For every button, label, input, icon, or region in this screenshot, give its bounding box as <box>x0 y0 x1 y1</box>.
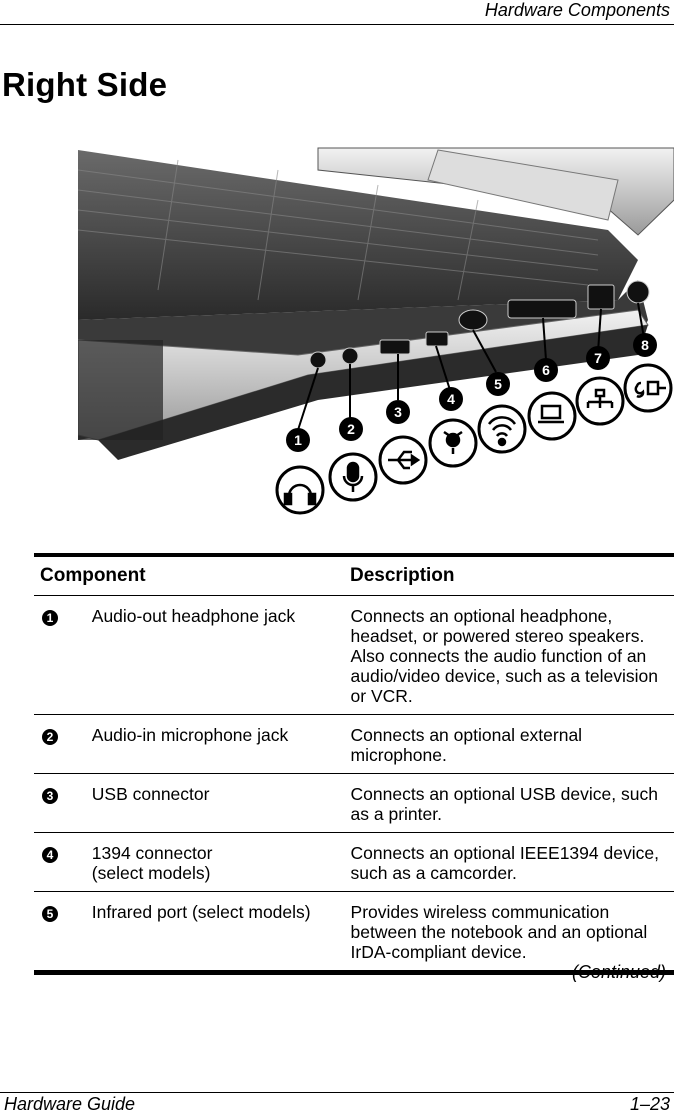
row-number: 5 <box>34 892 92 970</box>
footer-rule <box>0 1092 674 1093</box>
table-row <box>34 715 674 774</box>
table-header-row <box>34 557 674 596</box>
footer-title: Hardware Guide <box>4 1094 136 1114</box>
row-description: Connects an optional external microphone. <box>350 725 583 765</box>
table-row <box>34 774 674 833</box>
row-component: 1394 connector (select models) <box>91 843 213 883</box>
callout-3-label: 3 <box>394 404 402 420</box>
table-row <box>34 596 674 715</box>
row-number: 4 <box>34 833 92 891</box>
callout-4-label: 4 <box>447 391 455 407</box>
callout-1-label: 1 <box>294 432 302 448</box>
callout-5-label: 5 <box>494 376 502 392</box>
row-description: Connects an optional headphone, headset, or powered stereo speakers. Also connects the audio function of an audio/video device, such as a television or VCR. <box>350 606 658 706</box>
row-number: 2 <box>34 715 92 773</box>
callout-7-label: 7 <box>594 350 602 366</box>
column-header-component: Component <box>40 565 146 586</box>
row-component: USB connector <box>91 784 210 804</box>
table-row <box>34 892 674 971</box>
pc-card-icon <box>529 393 575 439</box>
row-component: Infrared port (select models) <box>91 902 311 922</box>
headphone-icon <box>277 467 323 513</box>
row-description: Connects an optional IEEE1394 device, such as a camcorder. <box>350 843 659 883</box>
callout-6-label: 6 <box>542 362 550 378</box>
section-title: Right Side <box>2 66 168 103</box>
header-rule <box>0 24 674 25</box>
notebook-right-side-figure <box>78 140 674 520</box>
row-component: Audio-in microphone jack <box>91 725 289 745</box>
running-header: Hardware Components <box>484 0 670 20</box>
row-number: 1 <box>34 596 92 714</box>
column-header-description: Description <box>350 565 455 586</box>
row-description: Connects an optional USB device, such as a printer. <box>350 784 658 824</box>
callout-2-label: 2 <box>347 421 355 437</box>
continued-note: (Continued) <box>571 962 666 982</box>
row-number: 3 <box>34 774 92 832</box>
component-table <box>34 553 674 975</box>
row-component: Audio-out headphone jack <box>91 606 296 626</box>
table-row <box>34 833 674 892</box>
page-number: 1–23 <box>629 1094 670 1114</box>
callout-8-label: 8 <box>641 337 649 353</box>
row-description: Provides wireless communication between the notebook and an optional IrDA-compliant device. <box>350 902 648 962</box>
